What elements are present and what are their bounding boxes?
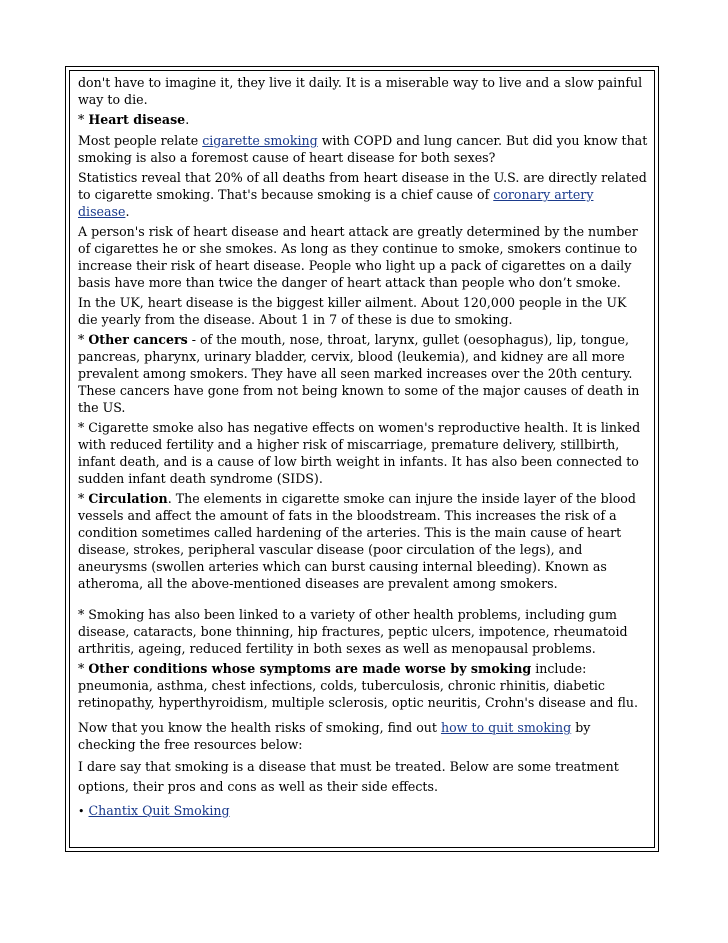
heart-disease-heading: * Heart disease. xyxy=(78,112,190,127)
bullet-icon: • xyxy=(78,805,85,818)
copd-paragraph: Most people relate cigarette smoking with COPD and lung cancer. But did you know that smoking is also a foremost cause of heart disease for both sexes? xyxy=(78,133,648,165)
quit-smoking-paragraph: Now that you know the health risks of smoking, find out how to quit smoking by checking the free resources below: xyxy=(78,720,591,752)
statistics-paragraph: Statistics reveal that 20% of all deaths from heart disease in the U.S. are directly related to cigarette smoking. That's because smoking is a chief cause of coronary artery disease. xyxy=(78,170,647,219)
treatment-paragraph: I dare say that smoking is a disease that must be treated. Below are some treatment options, their pros and cons as well as their side effects. xyxy=(78,759,619,794)
circulation-title: Circulation xyxy=(88,491,168,506)
coronary-artery-disease-link[interactable]: coronary artery disease xyxy=(78,187,594,219)
circulation-paragraph: * Circulation. The elements in cigarette smoke can injure the inside layer of the blood vessels and affect the amount of fats in the bloodstream. This increases the risk of a condition sometimes called hardening of the arteries. This is the main cause of heart disease, strokes, peripheral vascular disease (poor circulation of the legs), and aneurysms (swollen arteries which can burst causing internal bleeding). Known as atheroma, all the above-mentioned diseases are prevalent among smokers. xyxy=(78,491,636,591)
how-to-quit-smoking-link[interactable]: how to quit smoking xyxy=(440,720,572,735)
risk-paragraph: A person's risk of heart disease and heart attack are greatly determined by the number of cigarettes he or she smokes. As long as they continue to smoke, smokers continue to increase their risk of heart disease. People who light up a pack of cigarettes on a daily basis have more than twice the danger of heart attack than people who don’t smoke. xyxy=(78,224,638,290)
intro-paragraph: don't have to imagine it, they live it daily. It is a miserable way to live and a slow painful way to die. xyxy=(78,75,643,107)
other-cancers-paragraph: * Other cancers - of the mouth, nose, throat, larynx, gullet (oesophagus), lip, tongue, pancreas, pharynx, urinary bladder, cervix, blood (leukemia), and kidney are all more prevalent among smokers. They have all seen marked increases over the 20th century. These cancers have gone from not being known to some of the major causes of death in the US. xyxy=(78,332,640,415)
other-conditions-paragraph: * Other conditions whose symptoms are made worse by smoking include: pneumonia, asthma, chest infections, colds, tuberculosis, chronic rhinitis, diabetic retinopathy, hyperthyroidism, multiple sclerosis, optic neuritis, Crohn's disease and flu. xyxy=(78,661,638,710)
heart-disease-title: Heart disease xyxy=(88,112,186,127)
chantix-quit-smoking-link[interactable]: Chantix Quit Smoking xyxy=(88,803,230,818)
other-conditions-title: Other conditions whose symptoms are made worse by smoking xyxy=(88,661,532,676)
uk-paragraph: In the UK, heart disease is the biggest killer ailment. About 120,000 people in the UK die yearly from the disease. About 1 in 7 of these is due to smoking. xyxy=(78,295,627,327)
reproductive-paragraph: * Cigarette smoke also has negative effects on women's reproductive health. It is linked with reduced fertility and a higher risk of miscarriage, premature delivery, stillbirth, infant death, and is a cause of low birth weight in infants. It has also been connected to sudden infant death syndrome (SIDS). xyxy=(78,420,641,486)
list-item xyxy=(78,802,648,820)
cigarette-smoking-link[interactable]: cigarette smoking xyxy=(202,133,318,148)
health-problems-paragraph: * Smoking has also been linked to a variety of other health problems, including gum disease, cataracts, bone thinning, hip fractures, peptic ulcers, impotence, rheumatoid arthritis, ageing, reduced fertility in both sexes as well as menopausal problems. xyxy=(78,607,628,656)
other-cancers-title: Other cancers xyxy=(88,332,188,347)
article-body xyxy=(78,74,648,822)
